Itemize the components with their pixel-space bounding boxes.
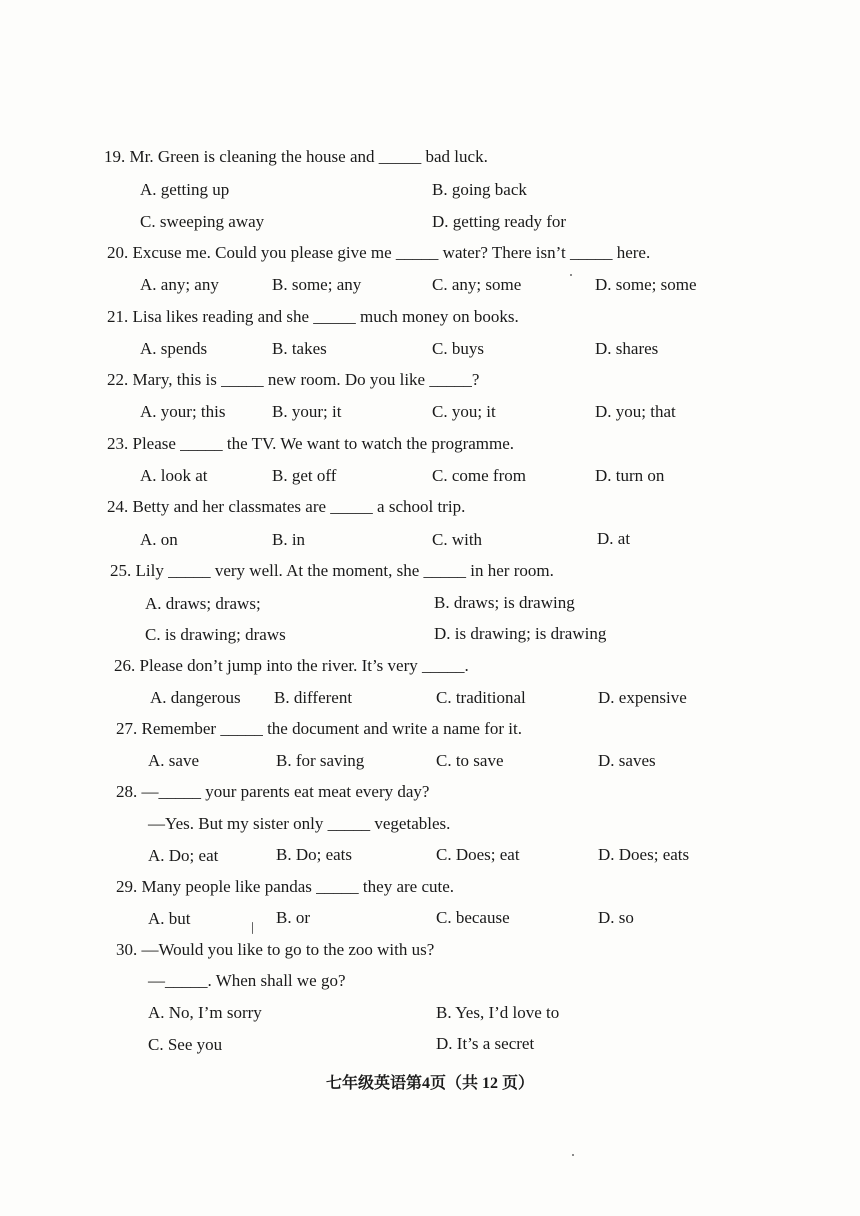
question-28-option-c: C. Does; eat: [436, 845, 520, 864]
scan-speck: [572, 1154, 574, 1156]
question-24-option-a: A. on: [140, 530, 178, 549]
question-23-stem: 23. Please _____ the TV. We want to watch the programme.: [107, 434, 515, 453]
question-27-option-c: C. to save: [436, 751, 504, 770]
question-24-stem: 24. Betty and her classmates are _____ a school trip.: [107, 497, 466, 516]
question-25-option-b: B. draws; is drawing: [434, 593, 575, 612]
question-21-option-b: B. takes: [272, 339, 327, 358]
question-25-stem: 25. Lily _____ very well. At the moment, she _____ in her room.: [110, 561, 554, 580]
question-25-option-d: D. is drawing; is drawing: [434, 624, 607, 643]
question-22-option-b: B. your; it: [272, 402, 342, 421]
question-20-option-a: A. any; any: [140, 275, 219, 294]
question-29-option-d: D. so: [598, 908, 634, 927]
question-20-option-b: B. some; any: [272, 275, 362, 294]
question-30-option-a: A. No, I’m sorry: [148, 1003, 262, 1022]
question-27-option-b: B. for saving: [276, 751, 365, 770]
page-footer: 七年级英语第4页（共 12 页）: [325, 1075, 534, 1092]
question-29-stem: 29. Many people like pandas _____ they are cute.: [116, 877, 455, 896]
question-23-option-d: D. turn on: [595, 466, 665, 485]
question-24-option-c: C. with: [432, 530, 483, 549]
question-19-option-a: A. getting up: [140, 180, 230, 199]
question-30-option-b: B. Yes, I’d love to: [436, 1003, 560, 1022]
question-29-option-a: A. but: [148, 909, 191, 928]
question-20-stem: 20. Excuse me. Could you please give me _____ water? There isn’t _____ here.: [107, 243, 651, 262]
question-19-stem: 19. Mr. Green is cleaning the house and _____ bad luck.: [104, 147, 488, 166]
scan-speck: [252, 922, 253, 934]
question-20-option-d: D. some; some: [595, 275, 697, 294]
question-23-option-b: B. get off: [272, 466, 337, 485]
question-27-option-d: D. saves: [598, 751, 656, 770]
question-22-option-c: C. you; it: [432, 402, 496, 421]
question-21-option-c: C. buys: [432, 339, 484, 358]
question-26-stem: 26. Please don’t jump into the river. It’s very _____.: [114, 656, 469, 675]
question-25-option-c: C. is drawing; draws: [145, 625, 286, 644]
question-26-option-b: B. different: [274, 688, 353, 707]
question-28-stem-line2: —Yes. But my sister only _____ vegetables.: [148, 814, 451, 833]
question-26-option-c: C. traditional: [436, 688, 526, 707]
question-24-option-b: B. in: [272, 530, 306, 549]
question-28-option-d: D. Does; eats: [598, 845, 690, 864]
question-26-option-d: D. expensive: [598, 688, 687, 707]
question-29-option-b: B. or: [276, 908, 310, 927]
question-21-option-a: A. spends: [140, 339, 208, 358]
scan-speck: [570, 274, 572, 276]
question-30-stem-line2: —_____. When shall we go?: [148, 971, 346, 990]
question-28-option-a: A. Do; eat: [148, 846, 219, 865]
question-27-stem: 27. Remember _____ the document and write a name for it.: [116, 719, 522, 738]
question-22-option-d: D. you; that: [595, 402, 676, 421]
question-19-option-c: C. sweeping away: [140, 212, 265, 231]
question-22-option-a: A. your; this: [140, 402, 226, 421]
question-26-option-a: A. dangerous: [150, 688, 241, 707]
question-19-option-d: D. getting ready for: [432, 212, 567, 231]
question-27-option-a: A. save: [148, 751, 199, 770]
question-29-option-c: C. because: [436, 908, 510, 927]
question-28-stem: 28. —_____ your parents eat meat every day?: [116, 782, 430, 801]
question-25-option-a: A. draws; draws;: [145, 594, 261, 613]
question-24-option-d: D. at: [597, 529, 631, 548]
question-21-stem: 21. Lisa likes reading and she _____ much money on books.: [107, 307, 519, 326]
question-23-option-a: A. look at: [140, 466, 208, 485]
question-20-option-c: C. any; some: [432, 275, 522, 294]
question-22-stem: 22. Mary, this is _____ new room. Do you like _____?: [107, 370, 480, 389]
question-28-option-b: B. Do; eats: [276, 845, 353, 864]
question-23-option-c: C. come from: [432, 466, 526, 485]
question-19-option-b: B. going back: [432, 180, 527, 199]
question-30-option-d: D. It’s a secret: [436, 1034, 535, 1053]
question-30-option-c: C. See you: [148, 1035, 223, 1054]
question-21-option-d: D. shares: [595, 339, 659, 358]
question-30-stem: 30. —Would you like to go to the zoo with us?: [116, 940, 435, 959]
